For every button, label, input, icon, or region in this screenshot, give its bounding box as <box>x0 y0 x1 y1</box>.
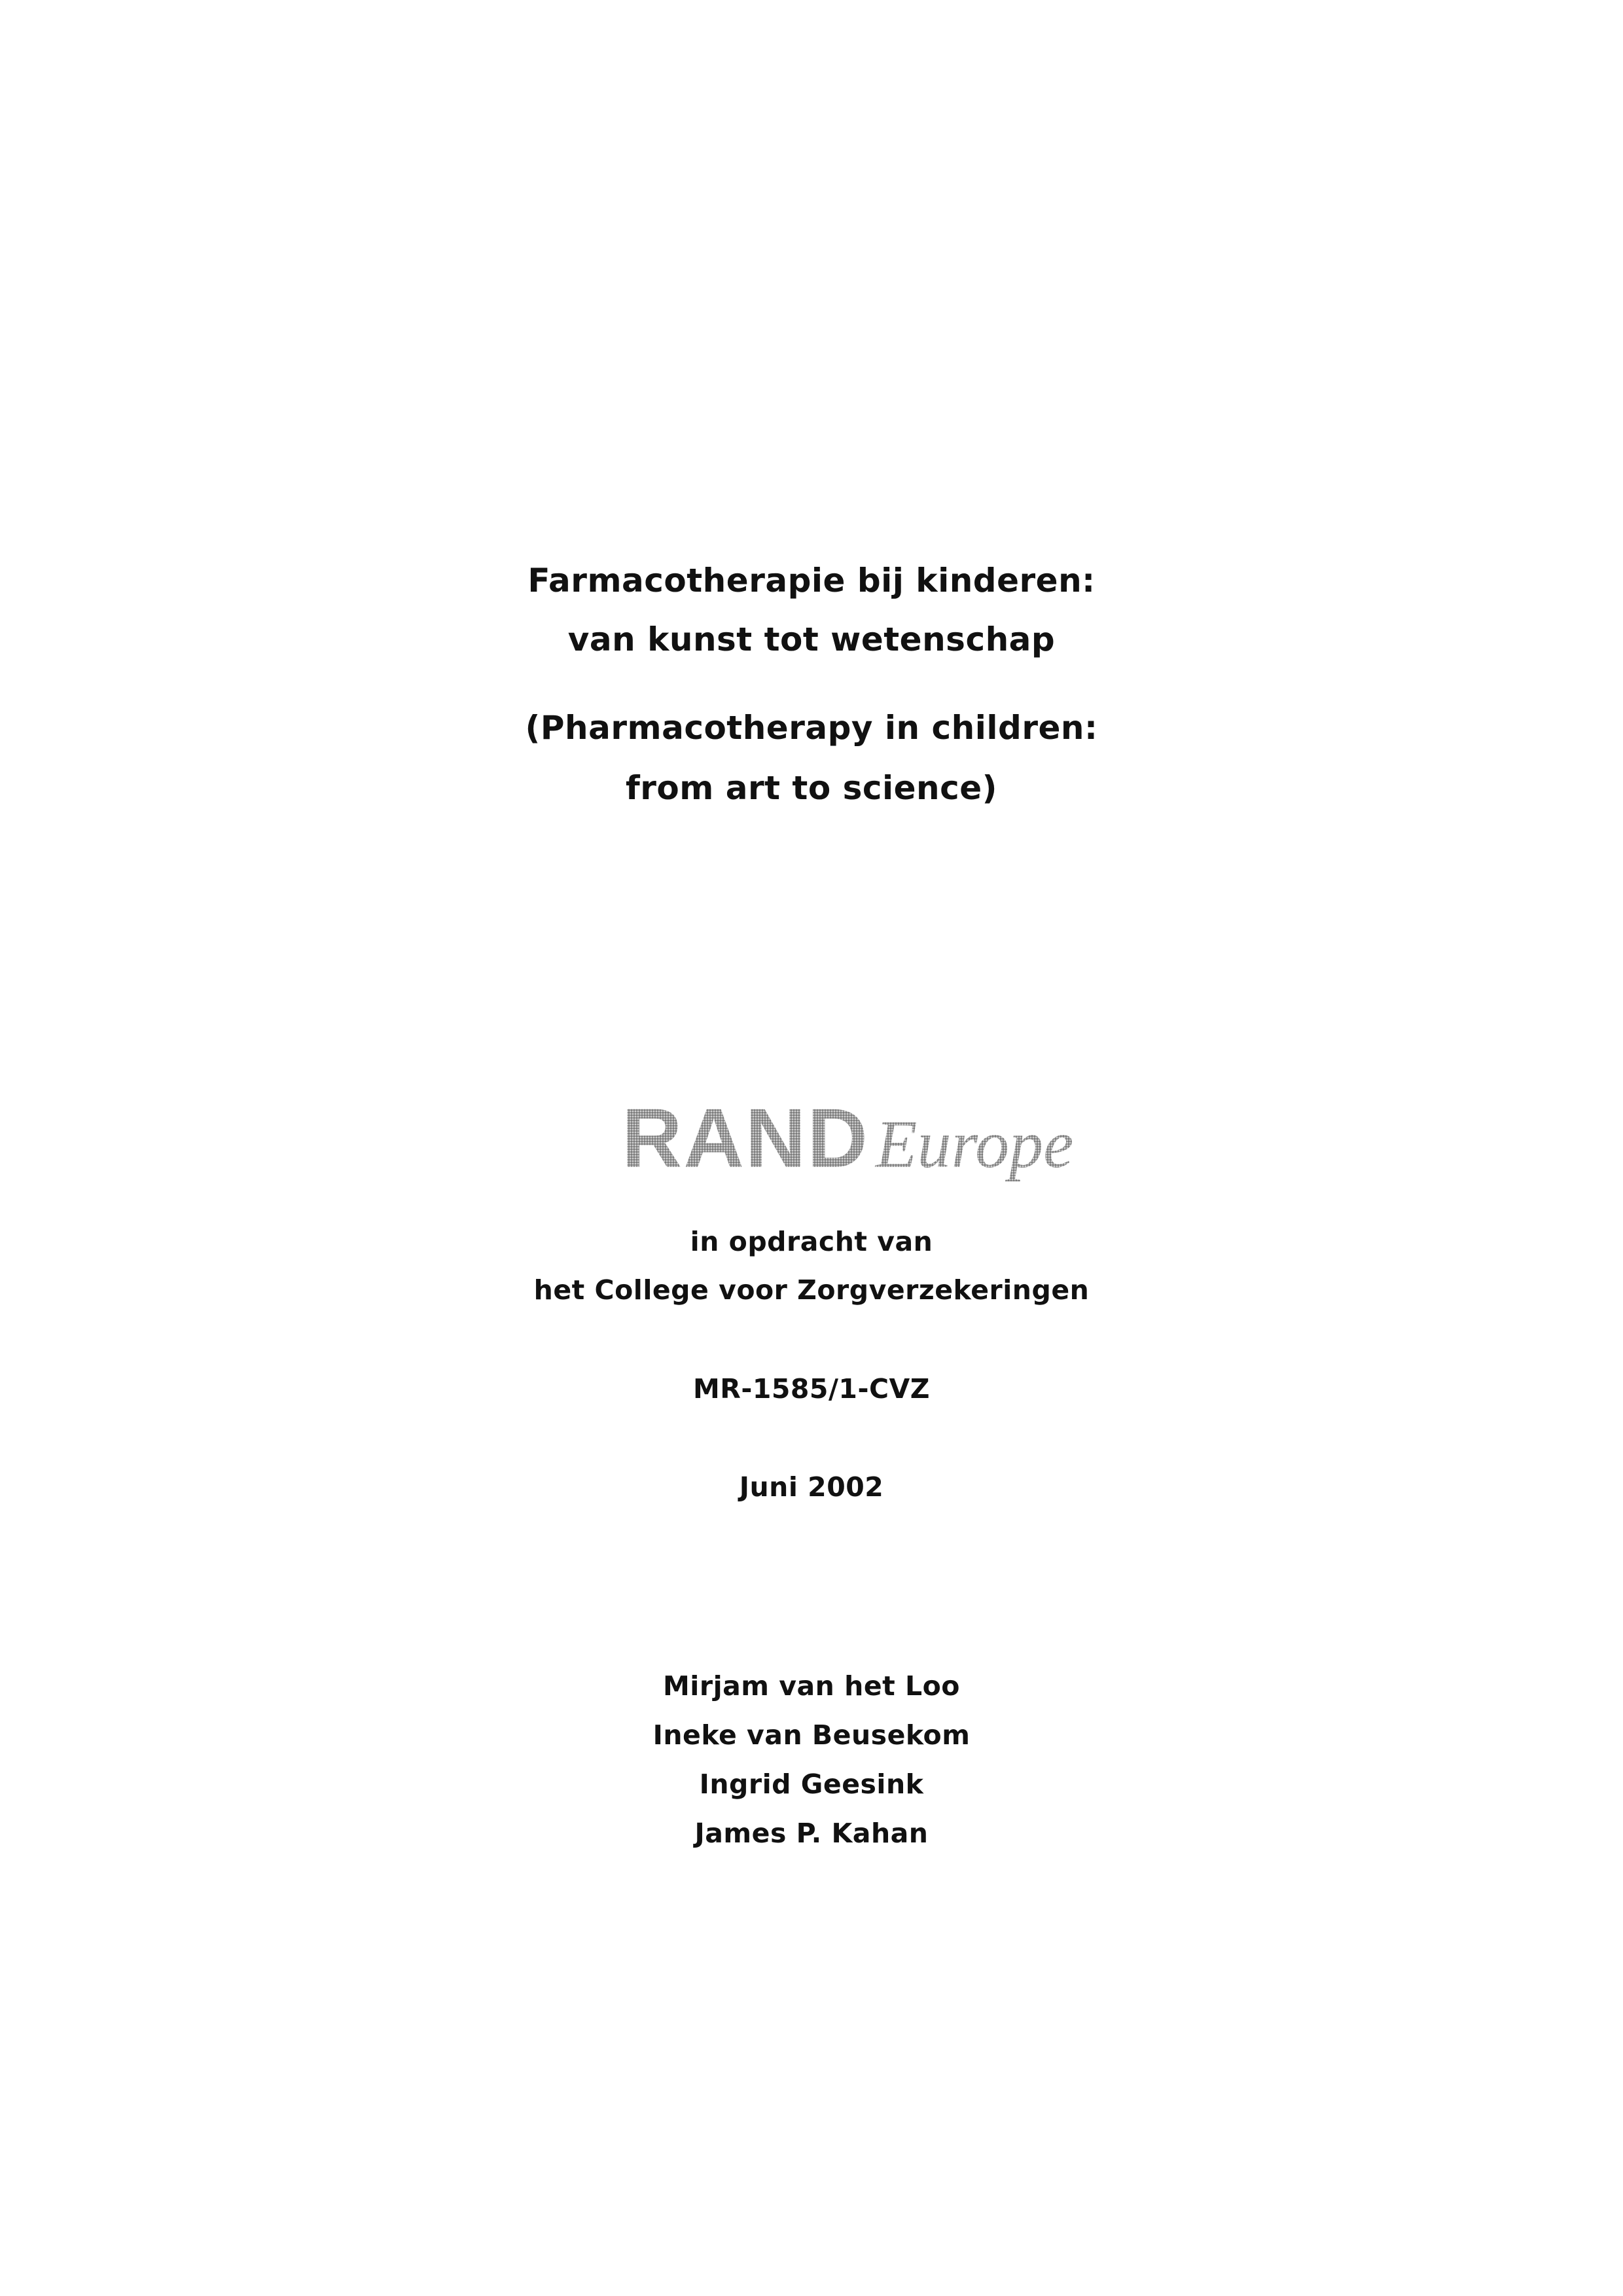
report-date: Juni 2002 <box>739 1471 884 1503</box>
title-english-line-1: (Pharmacotherapy in children: <box>525 709 1098 747</box>
author: Ineke van Beusekom <box>652 1719 971 1751</box>
commission-line-1: in opdracht van <box>690 1226 933 1257</box>
commission-line-2: het College voor Zorgverzekeringen <box>533 1274 1090 1306</box>
logo-rand-text: RAND <box>622 1092 869 1185</box>
title-english-line-2: from art to science) <box>625 769 998 807</box>
logo-europe-text: Europe <box>876 1107 1074 1182</box>
report-number: MR-1585/1-CVZ <box>692 1373 931 1405</box>
author: James P. Kahan <box>694 1818 929 1849</box>
title-dutch-line-2: van kunst tot wetenschap <box>567 620 1056 658</box>
rand-europe-logo <box>609 1090 1106 1188</box>
author: Ingrid Geesink <box>699 1768 924 1800</box>
title-dutch-line-1: Farmacotherapie bij kinderen: <box>527 562 1096 600</box>
author: Mirjam van het Loo <box>663 1670 960 1702</box>
